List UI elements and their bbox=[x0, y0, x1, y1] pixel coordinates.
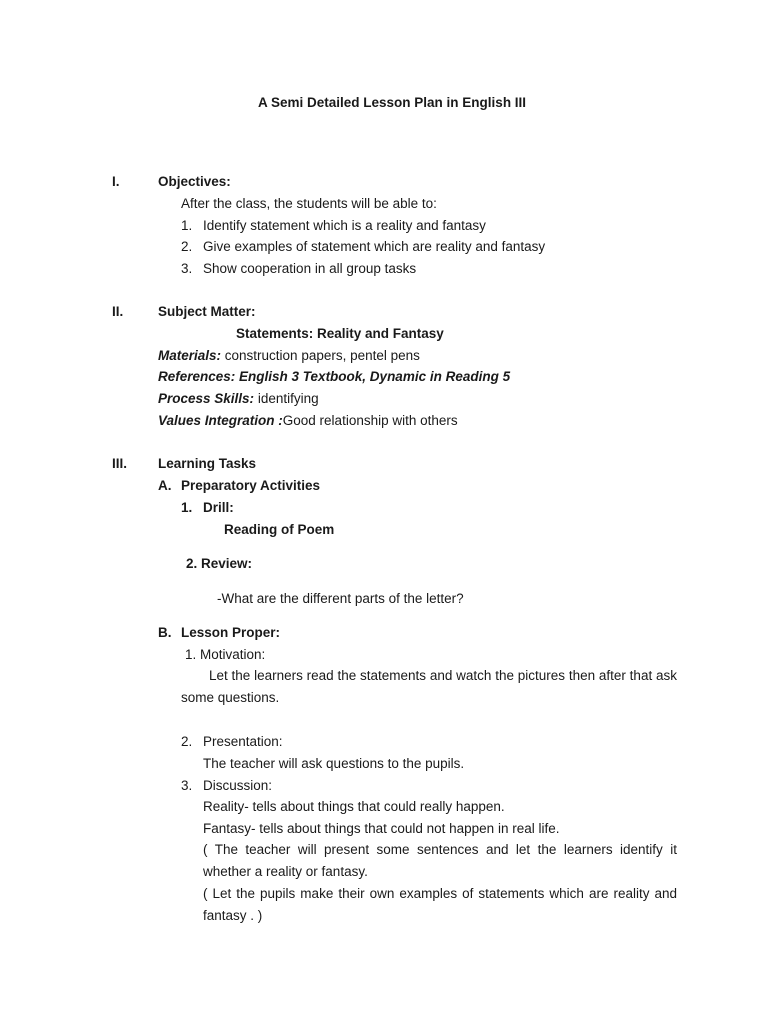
subject-topic: Statements: Reality and Fantasy bbox=[236, 326, 444, 341]
objective-item: Show cooperation in all group tasks bbox=[203, 261, 417, 276]
motivation-paragraph: Let the learners read the statements and watch the pictures then after that ask some questions. bbox=[181, 668, 677, 705]
process-skills-line bbox=[158, 390, 319, 408]
discussion-number: 3. bbox=[181, 778, 193, 793]
objective-number: 1. bbox=[181, 218, 193, 233]
objective-number: 3. bbox=[181, 261, 193, 276]
lesson-proper-heading: Lesson Proper: bbox=[181, 625, 281, 640]
document-title: A Semi Detailed Lesson Plan in English III bbox=[258, 95, 527, 110]
references-line: References: English 3 Textbook, Dynamic in Reading 5 bbox=[158, 369, 511, 384]
subsection-letter-b: B. bbox=[158, 625, 172, 640]
process-skills-label: Process Skills: bbox=[158, 391, 255, 406]
discussion-note-teacher: ( The teacher will present some sentences and let the learners identify it whether a reality or fantasy. bbox=[203, 842, 677, 879]
discussion-label: Discussion: bbox=[203, 778, 273, 793]
materials-line bbox=[158, 347, 420, 365]
objective-number: 2. bbox=[181, 239, 193, 254]
values-integration-label: Values Integration : bbox=[158, 413, 283, 428]
review-label: 2. Review: bbox=[186, 556, 253, 571]
materials-value: construction papers, pentel pens bbox=[221, 348, 420, 363]
materials-label: Materials: bbox=[158, 348, 222, 363]
objective-item: Give examples of statement which are reality and fantasy bbox=[203, 239, 546, 254]
section-numeral-objectives: I. bbox=[112, 174, 120, 189]
presentation-label: Presentation: bbox=[203, 734, 283, 749]
values-integration-value: Good relationship with others bbox=[282, 413, 458, 428]
drill-label: Drill: bbox=[203, 500, 234, 515]
drill-number: 1. bbox=[181, 500, 193, 515]
presentation-text: The teacher will ask questions to the pupils. bbox=[203, 756, 465, 771]
section-numeral-subject-matter: II. bbox=[112, 304, 124, 319]
reality-definition: Reality- tells about things that could really happen. bbox=[203, 799, 505, 814]
presentation-number: 2. bbox=[181, 734, 193, 749]
drill-content: Reading of Poem bbox=[224, 522, 335, 537]
process-skills-value: identifying bbox=[254, 391, 319, 406]
motivation-label: 1. Motivation: bbox=[185, 647, 266, 662]
values-integration-line bbox=[158, 412, 458, 430]
fantasy-definition: Fantasy- tells about things that could not happen in real life. bbox=[203, 821, 560, 836]
objective-item: Identify statement which is a reality and fantasy bbox=[203, 218, 486, 233]
section-numeral-learning-tasks: III. bbox=[112, 456, 128, 471]
review-question: -What are the different parts of the letter? bbox=[217, 591, 464, 606]
discussion-note-pupils: ( Let the pupils make their own examples of statements which are reality and fantasy . ) bbox=[203, 886, 677, 923]
subsection-letter-a: A. bbox=[158, 478, 172, 493]
preparatory-activities-heading: Preparatory Activities bbox=[181, 478, 321, 493]
subject-matter-heading: Subject Matter: bbox=[158, 304, 256, 319]
objectives-intro: After the class, the students will be able to: bbox=[181, 196, 437, 211]
learning-tasks-heading: Learning Tasks bbox=[158, 456, 257, 471]
objectives-heading: Objectives: bbox=[158, 174, 231, 189]
